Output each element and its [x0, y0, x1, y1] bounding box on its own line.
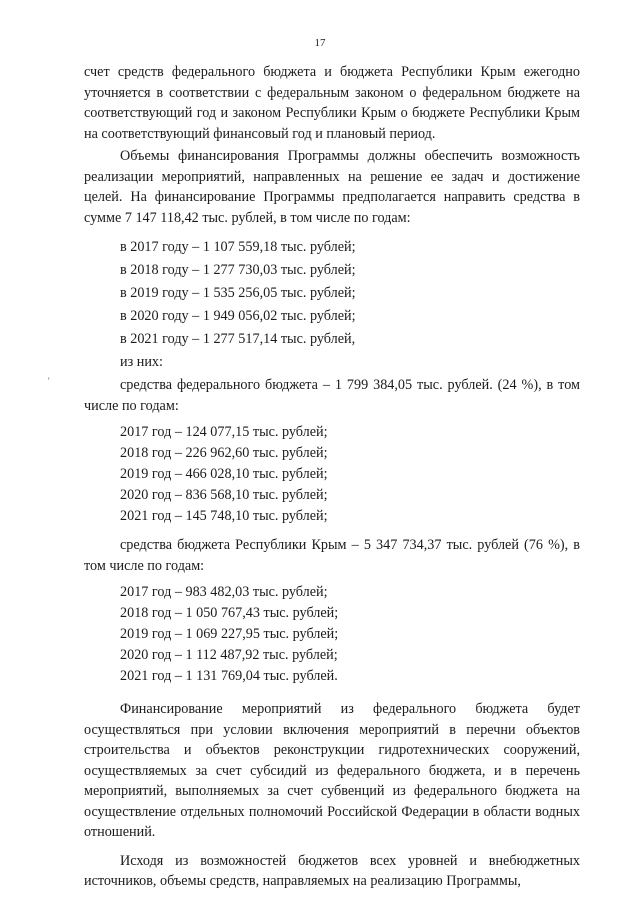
margin-mark: ': [48, 376, 50, 386]
list-item: 2019 год – 466 028,10 тыс. рублей;: [120, 466, 328, 482]
crimea-budget-heading: средства бюджета Республики Крым – 5 347 734,37 тыс. рублей (76 %), в том числе по годам:: [84, 537, 580, 574]
list-item: в 2017 году – 1 107 559,18 тыс. рублей;: [120, 239, 356, 255]
paragraph-budget-capabilities: Исходя из возможностей бюджетов всех уровней и внебюджетных источников, объемы средств, направляемых на реализацию Программы,: [84, 852, 580, 889]
paragraph-federal-funding: Финансирование мероприятий из федерального бюджета будет осуществляться при условии включения мероприятий в перечни объектов строительства и объектов реконструкции гидротехнических сооружений, осуществляемых за счет субсидий из федерального бюджета, и в перечень мероприятий, выполняемых за счет субвенций из федерального бюджета на осуществление отдельных полномочий Российской Федерации в области водных отношений.: [84, 701, 580, 840]
federal-budget-heading: средства федерального бюджета – 1 799 384,05 тыс. рублей. (24 %), в том числе по годам:: [84, 377, 580, 414]
list-item: 2017 год – 124 077,15 тыс. рублей;: [120, 424, 328, 440]
list-item: 2020 год – 836 568,10 тыс. рублей;: [120, 487, 328, 503]
document-body: [84, 62, 580, 892]
list-item: 2021 год – 145 748,10 тыс. рублей;: [120, 508, 328, 524]
list-item: 2021 год – 1 131 769,04 тыс. рублей.: [120, 668, 338, 684]
of-them-label: из них:: [120, 354, 163, 370]
total-by-year-list: [120, 236, 580, 351]
crimea-budget-years-list: [120, 582, 580, 687]
paragraph-intro: счет средств федерального бюджета и бюджета Республики Крым ежегодно уточняется в соответствии с федеральным законом о федеральном бюджете на соответствующий год и законом Республики Крым о бюджете Республики Крым на соответствующий финансовый год и плановый период.: [84, 64, 580, 142]
page-number: 17: [314, 37, 326, 49]
list-item: 2018 год – 226 962,60 тыс. рублей;: [120, 445, 328, 461]
list-item: 2018 год – 1 050 767,43 тыс. рублей;: [120, 605, 339, 621]
list-item: 2017 год – 983 482,03 тыс. рублей;: [120, 584, 328, 600]
list-item: 2020 год – 1 112 487,92 тыс. рублей;: [120, 647, 338, 663]
list-item: в 2020 году – 1 949 056,02 тыс. рублей;: [120, 308, 356, 324]
list-item: в 2021 году – 1 277 517,14 тыс. рублей,: [120, 331, 356, 347]
federal-budget-years-list: [120, 422, 580, 527]
list-item: в 2019 году – 1 535 256,05 тыс. рублей;: [120, 285, 356, 301]
list-item: 2019 год – 1 069 227,95 тыс. рублей;: [120, 626, 339, 642]
list-item: в 2018 году – 1 277 730,03 тыс. рублей;: [120, 262, 356, 278]
paragraph-funding-volumes: Объемы финансирования Программы должны обеспечить возможность реализации мероприятий, направленных на решение ее задач и достижение целей. На финансирование Программы предполагается направить средства в сумме 7 147 118,42 тыс. рублей, в том числе по годам:: [84, 148, 580, 226]
